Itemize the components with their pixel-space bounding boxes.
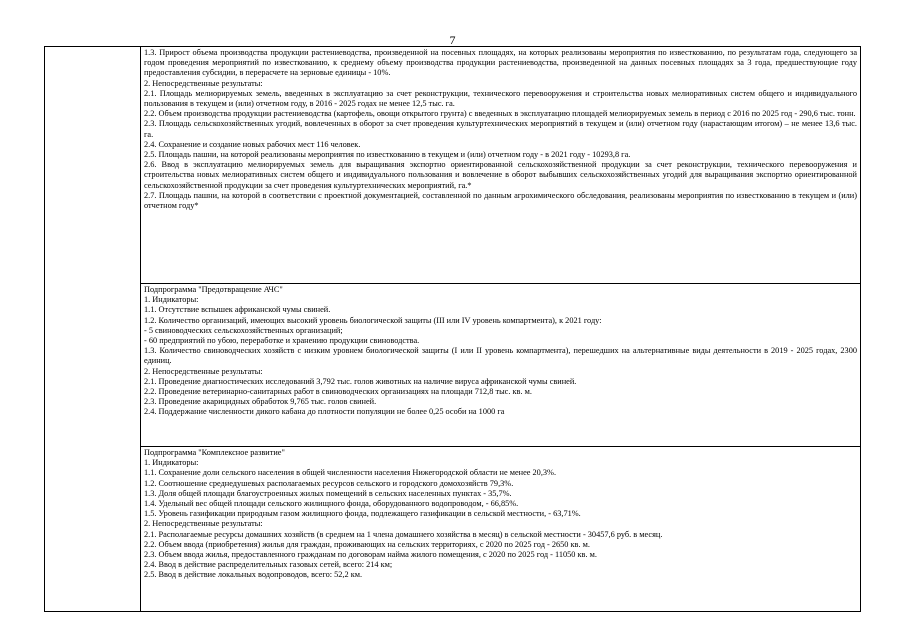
text-line: 1.3. Доля общей площади благоустроенных жилых помещений в сельских населенных пунктах - 35,7%.: [144, 488, 512, 498]
text-line: 2.3. Объем ввода жилья, предоставленного гражданам по договорам найма жилого помещения, с 2020 по 2025 год - 11050 кв. м.: [144, 550, 597, 560]
text-line: 2. Непосредственные результаты:: [144, 78, 263, 88]
text-line: 2.1. Проведение диагностических исследований 3,792 тыс. голов животных на наличие вируса африканской чумы свиней.: [144, 376, 577, 386]
page-number: 7: [449, 33, 456, 47]
text-line: 2.2. Объем ввода (приобретения) жилья для граждан, проживающих на сельских территориях, с 2020 по 2025 год - 2650 кв. м.: [144, 539, 590, 549]
document-table: [44, 46, 861, 612]
text-line: 2.3. Проведение акарицидных обработок 9,765 тыс. голов свиней.: [144, 397, 377, 407]
text-line: 2.2. Проведение ветеринарно-санитарных работ в свиноводческих организациях на площади 712,8 тыс. кв. м.: [144, 387, 532, 397]
text-line: 2.7. Площадь пашни, на которой в соответствии с проектной документацией, составленной по данным агрохимического обследования, реализованы мероприятия по известкованию в текущем и (или) отчетном году*: [144, 190, 857, 211]
table-cell-complex-development-subprogram: [141, 446, 860, 611]
text-line: 1.1. Сохранение доли сельского населения в общей численности населения Нижегородской области не менее 20,3%.: [144, 468, 557, 478]
text-line: 2.4. Поддержание численности дикого кабана до плотности популяции не более 0,25 особи на 1000 га: [144, 407, 505, 417]
text-line: 2. Непосредственные результаты:: [144, 519, 263, 529]
text-line: 1. Индикаторы:: [144, 458, 199, 468]
text-line: 1.3. Прирост объема производства продукции растениеводства, произведенной на посевных площадях, на которых реализованы мероприятия по известкованию, по результатам года, следующего за годом проведения мероприятий по известкованию, к среднему объему производства продукции растениеводства, произведенной на данных посевных площадях за 3 года, предшествующие году предоставления субсидии, в перерасчете на зерновые единицы - 10%.: [144, 48, 857, 78]
table-right-column: [141, 47, 860, 611]
text-line: 1.2. Соотношение среднедушевых располагаемых ресурсов сельского и городского домохозяйств 79,3%.: [144, 478, 514, 488]
text-line: 2.2. Объем производства продукции растениеводства (картофель, овощи открытого грунта) с введенных в эксплуатацию площадей мелиорируемых земель в период с 2016 по 2025 год - 290,6 тыс. тонн.: [144, 109, 856, 119]
subprogram-title: Подпрограмма "Комплексное развитие": [144, 448, 285, 457]
text-line: 2.5. Площадь пашни, на которой реализованы мероприятия по известкованию в текущем и (или) отчетном году - в 2021 году - 10293,8 га.: [144, 150, 631, 160]
text-line: 2. Непосредственные результаты:: [144, 366, 263, 376]
text-line: 2.5. Ввод в действие локальных водопроводов, всего: 52,2 км.: [144, 570, 363, 580]
text-line: 1. Индикаторы:: [144, 295, 199, 305]
text-line: 1.3. Количество свиноводческих хозяйств с низким уровнем биологической защиты (I или II уровень компартмента), перешедших на альтернативные виды деятельности в 2019 - 2025 годах, 2300 единиц.: [144, 346, 857, 366]
text-line: 2.6. Ввод в эксплуатацию мелиорируемых земель для выращивания экспортно ориентированной сельскохозяйственной продукции за счет реконструкции, технического перевооружения и строительства новых мелиоративных систем общего и индивидуального пользования и вовлечение в оборот выбывших сельскохозяйственных угодий для выращивания экспортно ориентированной сельскохозяйственной продукции за счет проведения культуртехнических мероприятий, га.*: [144, 160, 857, 190]
subprogram-title: Подпрограмма "Предотвращение АЧС": [144, 285, 283, 294]
text-line: - 60 предприятий по убою, переработке и хранению продукции свиноводства.: [144, 336, 420, 346]
text-line: 1.4. Удельный вес общей площади сельского жилищного фонда, оборудованного водопроводом, - 66,85%.: [144, 499, 519, 509]
table-cell-asf-subprogram: [141, 283, 860, 446]
text-line: 2.4. Ввод в действие распределительных газовых сетей, всего: 214 км;: [144, 560, 393, 570]
table-left-column: [45, 47, 141, 611]
table-cell-reclamation-results: [141, 47, 860, 283]
text-line: 1.2. Количество организаций, имеющих высокий уровень биологической защиты (III или IV уровень компартмента), к 2021 году:: [144, 315, 602, 325]
text-line: - 5 свиноводческих сельскохозяйственных организаций;: [144, 325, 343, 335]
text-line: 2.3. Площадь сельскохозяйственных угодий, вовлеченных в оборот за счет проведения культуртехнических мероприятий в текущем и (или) отчетном году (нарастающим итогом) – не менее 13,6 тыс. га.: [144, 119, 857, 139]
text-line: 2.1. Площадь мелиорируемых земель, введенных в эксплуатацию за счет реконструкции, технического перевооружения и строительства новых мелиоративных систем общего и индивидуального пользования в текущем и (или) отчетном году, в 2016 - 2025 годах не менее 12,5 тыс. га.: [144, 88, 857, 109]
text-line: 1.5. Уровень газификации природным газом жилищного фонда, подлежащего газификации в сельской местности, - 63,71%.: [144, 509, 581, 519]
text-line: 2.4. Сохранение и создание новых рабочих мест 116 человек.: [144, 139, 361, 149]
text-line: 1.1. Отсутствие вспышек африканской чумы свиней.: [144, 305, 331, 315]
text-line: 2.1. Располагаемые ресурсы домашних хозяйств (в среднем на 1 члена домашнего хозяйства в месяц) в сельской местности - 30457,6 руб. в месяц.: [144, 529, 663, 539]
